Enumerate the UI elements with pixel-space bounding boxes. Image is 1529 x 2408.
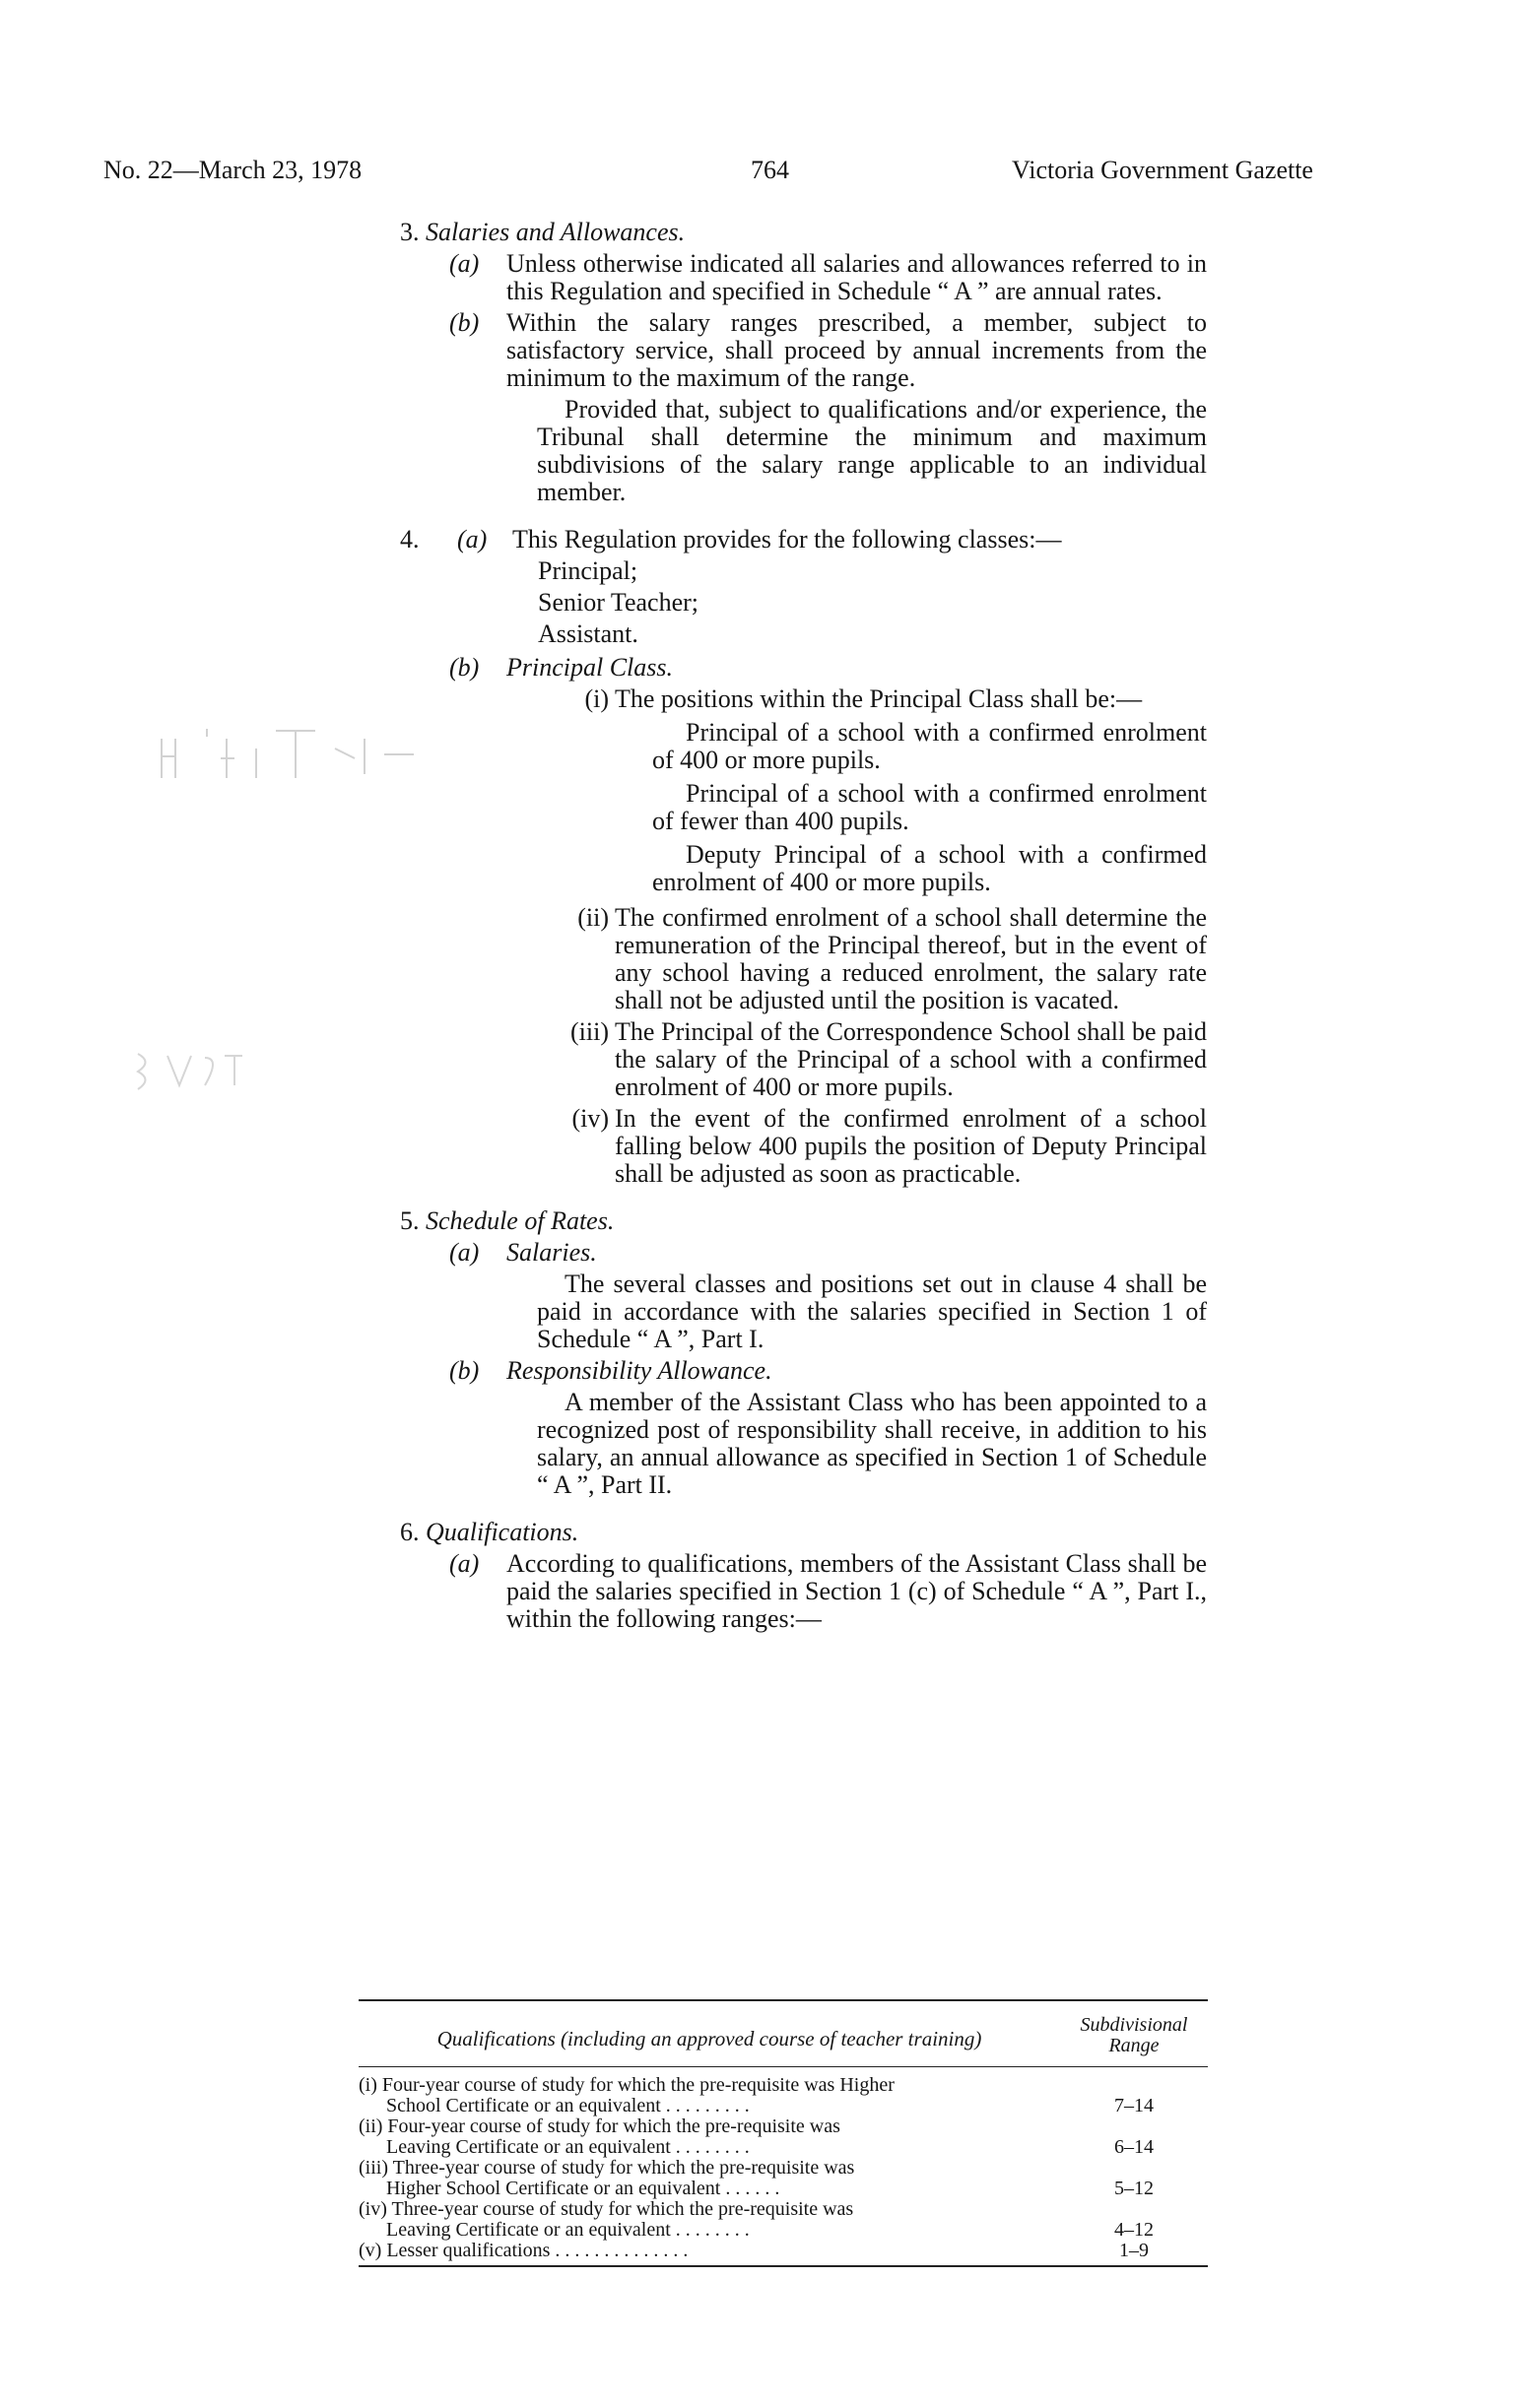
position-deputy-principal: Deputy Principal of a school with a confirmed enrolment of 400 or more pupils. xyxy=(652,840,1207,896)
table-row: (iv) Three-year course of study for which the pre-requisite was Leaving Certificate or an equivalent . . . . . . . . 4–12 xyxy=(359,2199,1208,2241)
clause-6a: (a) According to qualifications, members of the Assistant Class shall be paid the salaries specified in Section 1 (c) of Schedule “ A ”, Part I., within the following ranges:— xyxy=(449,1549,1207,1633)
section-4: 4. (a) This Regulation provides for the following classes:— Principal; Senior Teacher; Assistant. (b) Principal Class. (i) The positions within the Principal Class shall be:— Principal of a school with a confirmed enrolment of 400 or more pupils. Principal of a school with a confirmed enrolment of fewer than 400 pupils. Deputy Principal of a school with a confirmed enrolment of 400 or more pupils. (ii) The confirmed enrolment of a school shall determine the remuneration of the Principal thereof, but in the event of any school having a reduced enrolment, the salary rate shall not be adjusted until the position is vacated. (iii) The Principal of the Correspondence School shall be paid the salary of the Principal of a school with a confirmed enrolment of 400 or more pupils. (iv) In the event of the confirmed enrolment of a school falling below 400 pupils the position of Deputy Principal shall be adjusted as soon as practicable. xyxy=(400,525,1207,1188)
table-bottom-rule xyxy=(359,2265,1208,2267)
table-row: (v) Lesser qualifications . . . . . . . . . . . . . . 1–9 xyxy=(359,2241,1208,2261)
gazette-header xyxy=(0,156,1529,195)
clause-5a: (a) Salaries. xyxy=(449,1238,597,1267)
clause-4a-text: This Regulation provides for the following classes:— xyxy=(512,525,1062,553)
clause-5b-text: A member of the Assistant Class who has been appointed to a recognized post of responsibility shall receive, in addition to his salary, an annual allowance as specified in Section 1 of Schedule “ A ”, Part II. xyxy=(537,1388,1207,1499)
table-header xyxy=(359,2001,1208,2066)
clause-3-proviso: Provided that, subject to qualifications and/or experience, the Tribunal shall determine the minimum and maximum subdivisions of the salary range applicable to an individual member. xyxy=(537,395,1207,506)
range-value: 6–14 xyxy=(1114,2136,1154,2158)
qualifications-column-header: Qualifications (including an approved course of teacher training) xyxy=(436,2027,982,2050)
regulation-body xyxy=(394,219,1207,1633)
table-row: (i) Four-year course of study for which the pre-requisite was Higher School Certificate or an equivalent . . . . . . . . . 7–14 xyxy=(359,2075,1208,2116)
class-principal: Principal; xyxy=(538,556,638,585)
section-6 xyxy=(394,1519,1207,1633)
range-column-header: Subdivisional Range xyxy=(1080,2014,1188,2056)
section-5-title: Schedule of Rates. xyxy=(426,1206,615,1235)
section-5-heading: 5. Schedule of Rates. xyxy=(400,1206,615,1235)
item-4b-ii: (ii) The confirmed enrolment of a school shall determine the remuneration of the Principal thereof, but in the event of any school having a reduced enrolment, the salary rate shall not be adjusted until the position is vacated. xyxy=(577,903,1207,1014)
item-4b-i: (i) The positions within the Principal Class shall be:— xyxy=(584,684,1143,713)
section-6-heading: 6. Qualifications. xyxy=(400,1518,579,1546)
bleed-through-marks xyxy=(148,709,443,817)
item-4b-iv: (iv) In the event of the confirmed enrolment of a school falling below 400 pupils the position of Deputy Principal shall be adjusted as soon as practicable. xyxy=(571,1104,1207,1188)
section-3-title: Salaries and Allowances. xyxy=(426,218,686,246)
table-row: (iii) Three-year course of study for which the pre-requisite was Higher School Certificate or an equivalent . . . . . . 5–12 xyxy=(359,2158,1208,2199)
clause-4b: (b) Principal Class. xyxy=(449,654,1207,682)
qualifications-table xyxy=(359,1999,1208,2267)
class-senior-teacher: Senior Teacher; xyxy=(538,588,699,617)
item-4b-iii: (iii) The Principal of the Correspondence School shall be paid the salary of the Principal of a school with a confirmed enrolment of 400 or more pupils. xyxy=(570,1017,1207,1101)
bleed-through-marks-2 xyxy=(128,1044,266,1103)
clause-3a: (a) Unless otherwise indicated all salaries and allowances referred to in this Regulation and specified in Schedule “ A ” are annual rates. xyxy=(449,249,1207,305)
section-3-heading: 3. Salaries and Allowances. xyxy=(400,218,686,246)
issue-date: No. 22—March 23, 1978 xyxy=(103,156,363,184)
clause-5b: (b) Responsibility Allowance. xyxy=(449,1356,772,1385)
range-value: 7–14 xyxy=(1114,2095,1154,2116)
section-6-title: Qualifications. xyxy=(426,1518,579,1546)
table-body xyxy=(359,2067,1208,2265)
range-value: 4–12 xyxy=(1114,2219,1154,2241)
section-5 xyxy=(394,1207,1207,1499)
principal-class-title: Principal Class. xyxy=(506,653,674,682)
principal-class-items xyxy=(540,685,1207,1188)
range-value: 5–12 xyxy=(1114,2178,1154,2199)
position-principal-under-400: Principal of a school with a confirmed enrolment of fewer than 400 pupils. xyxy=(652,779,1207,835)
class-assistant: Assistant. xyxy=(538,619,638,648)
clause-3b: (b) Within the salary ranges prescribed, a member, subject to satisfactory service, shall proceed by annual increments from the minimum to the maximum of the range. xyxy=(449,308,1207,392)
section-3 xyxy=(394,219,1207,506)
table-row: (ii) Four-year course of study for which the pre-requisite was Leaving Certificate or an equivalent . . . . . . . . 6–14 xyxy=(359,2116,1208,2158)
top-edge-rule xyxy=(0,0,1529,3)
page-number: 764 xyxy=(751,156,789,184)
range-value: 1–9 xyxy=(1119,2240,1149,2261)
position-principal-400-plus: Principal of a school with a confirmed enrolment of 400 or more pupils. xyxy=(652,718,1207,774)
clause-5a-text: The several classes and positions set out in clause 4 shall be paid in accordance with the salaries specified in Section 1 of Schedule “ A ”, Part I. xyxy=(537,1269,1207,1353)
publication-title: Victoria Government Gazette xyxy=(1012,156,1313,184)
